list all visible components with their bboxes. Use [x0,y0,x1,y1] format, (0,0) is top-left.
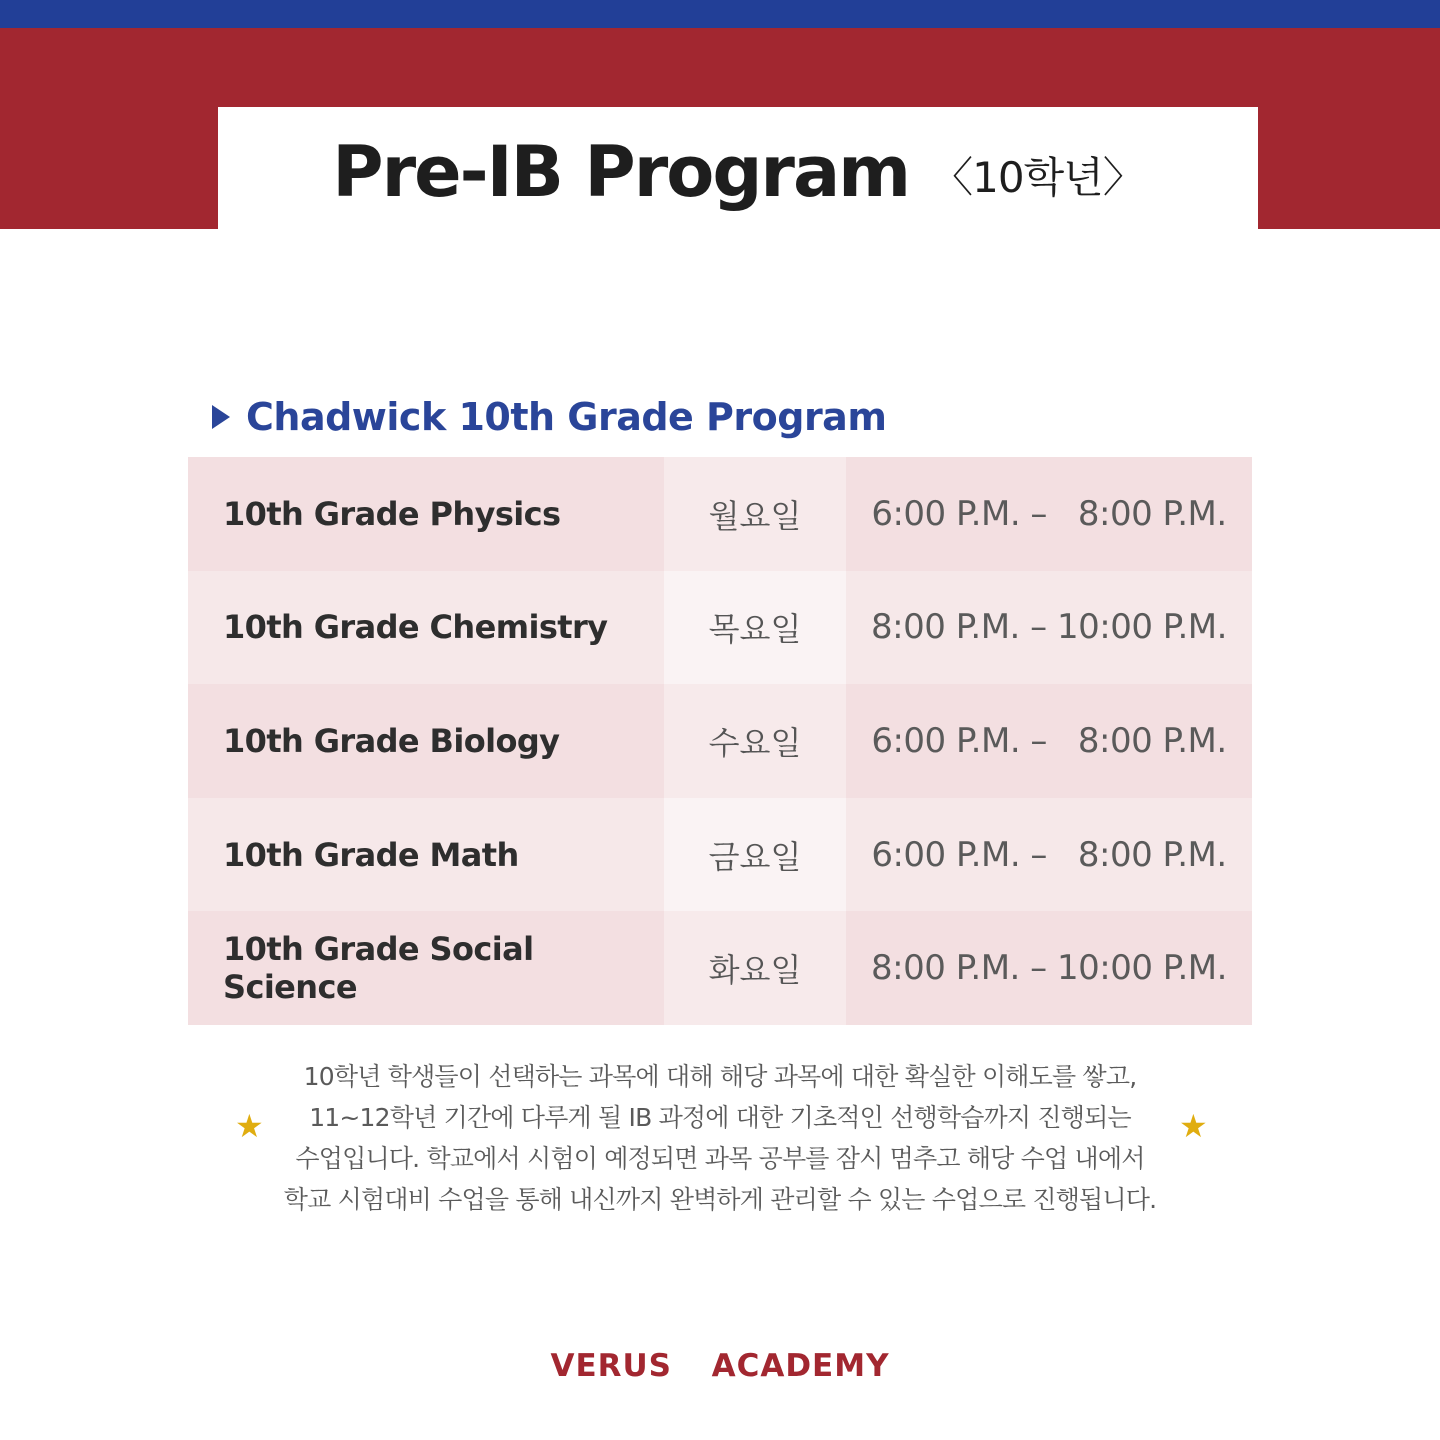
schedule-table [188,457,1252,1025]
brand-logo-text: VERUS ACADEMY [550,1348,890,1384]
course-name: 10th Grade Chemistry [188,571,664,685]
course-time: 6:00 P.M. – 8:00 P.M. [846,798,1252,912]
page-title: Pre-IB Program [332,131,910,213]
table-row [188,571,1252,685]
course-time: 6:00 P.M. – 8:00 P.M. [846,457,1252,571]
course-name: 10th Grade Physics [188,457,664,571]
course-day: 목요일 [664,571,846,685]
description-line: 수업입니다. 학교에서 시험이 예정되면 과목 공부를 잠시 멈추고 해당 수업 내에서 [295,1144,1145,1173]
course-day: 수요일 [664,684,846,798]
triangle-right-icon [212,405,230,429]
course-name: 10th Grade Social Science [188,911,664,1025]
course-day: 금요일 [664,798,846,912]
course-day: 월요일 [664,457,846,571]
star-icon: ★ [1179,1107,1208,1145]
page-subtitle: 〈10학년〉 [931,153,1144,202]
course-time: 8:00 P.M. – 10:00 P.M. [846,911,1252,1025]
section-heading [212,392,886,442]
table-row [188,798,1252,912]
description-line: 10학년 학생들이 선택하는 과목에 대해 해당 과목에 대한 확실한 이해도를 쌓고, [303,1062,1137,1091]
course-time: 8:00 P.M. – 10:00 P.M. [846,571,1252,685]
top-blue-stripe [0,0,1440,28]
description-line: 학교 시험대비 수업을 통해 내신까지 완벽하게 관리할 수 있는 수업으로 진행됩니다. [283,1185,1157,1214]
description-line: 11~12학년 기간에 다루게 될 IB 과정에 대한 기초적인 선행학습까지 진행되는 [309,1103,1131,1132]
course-name: 10th Grade Math [188,798,664,912]
course-day: 화요일 [664,911,846,1025]
star-icon: ★ [235,1107,264,1145]
table-row [188,457,1252,571]
title-box [218,107,1258,237]
section-title: Chadwick 10th Grade Program [246,395,887,439]
course-time: 6:00 P.M. – 8:00 P.M. [846,684,1252,798]
program-description [240,1056,1200,1220]
table-row [188,684,1252,798]
course-name: 10th Grade Biology [188,684,664,798]
table-row [188,911,1252,1025]
